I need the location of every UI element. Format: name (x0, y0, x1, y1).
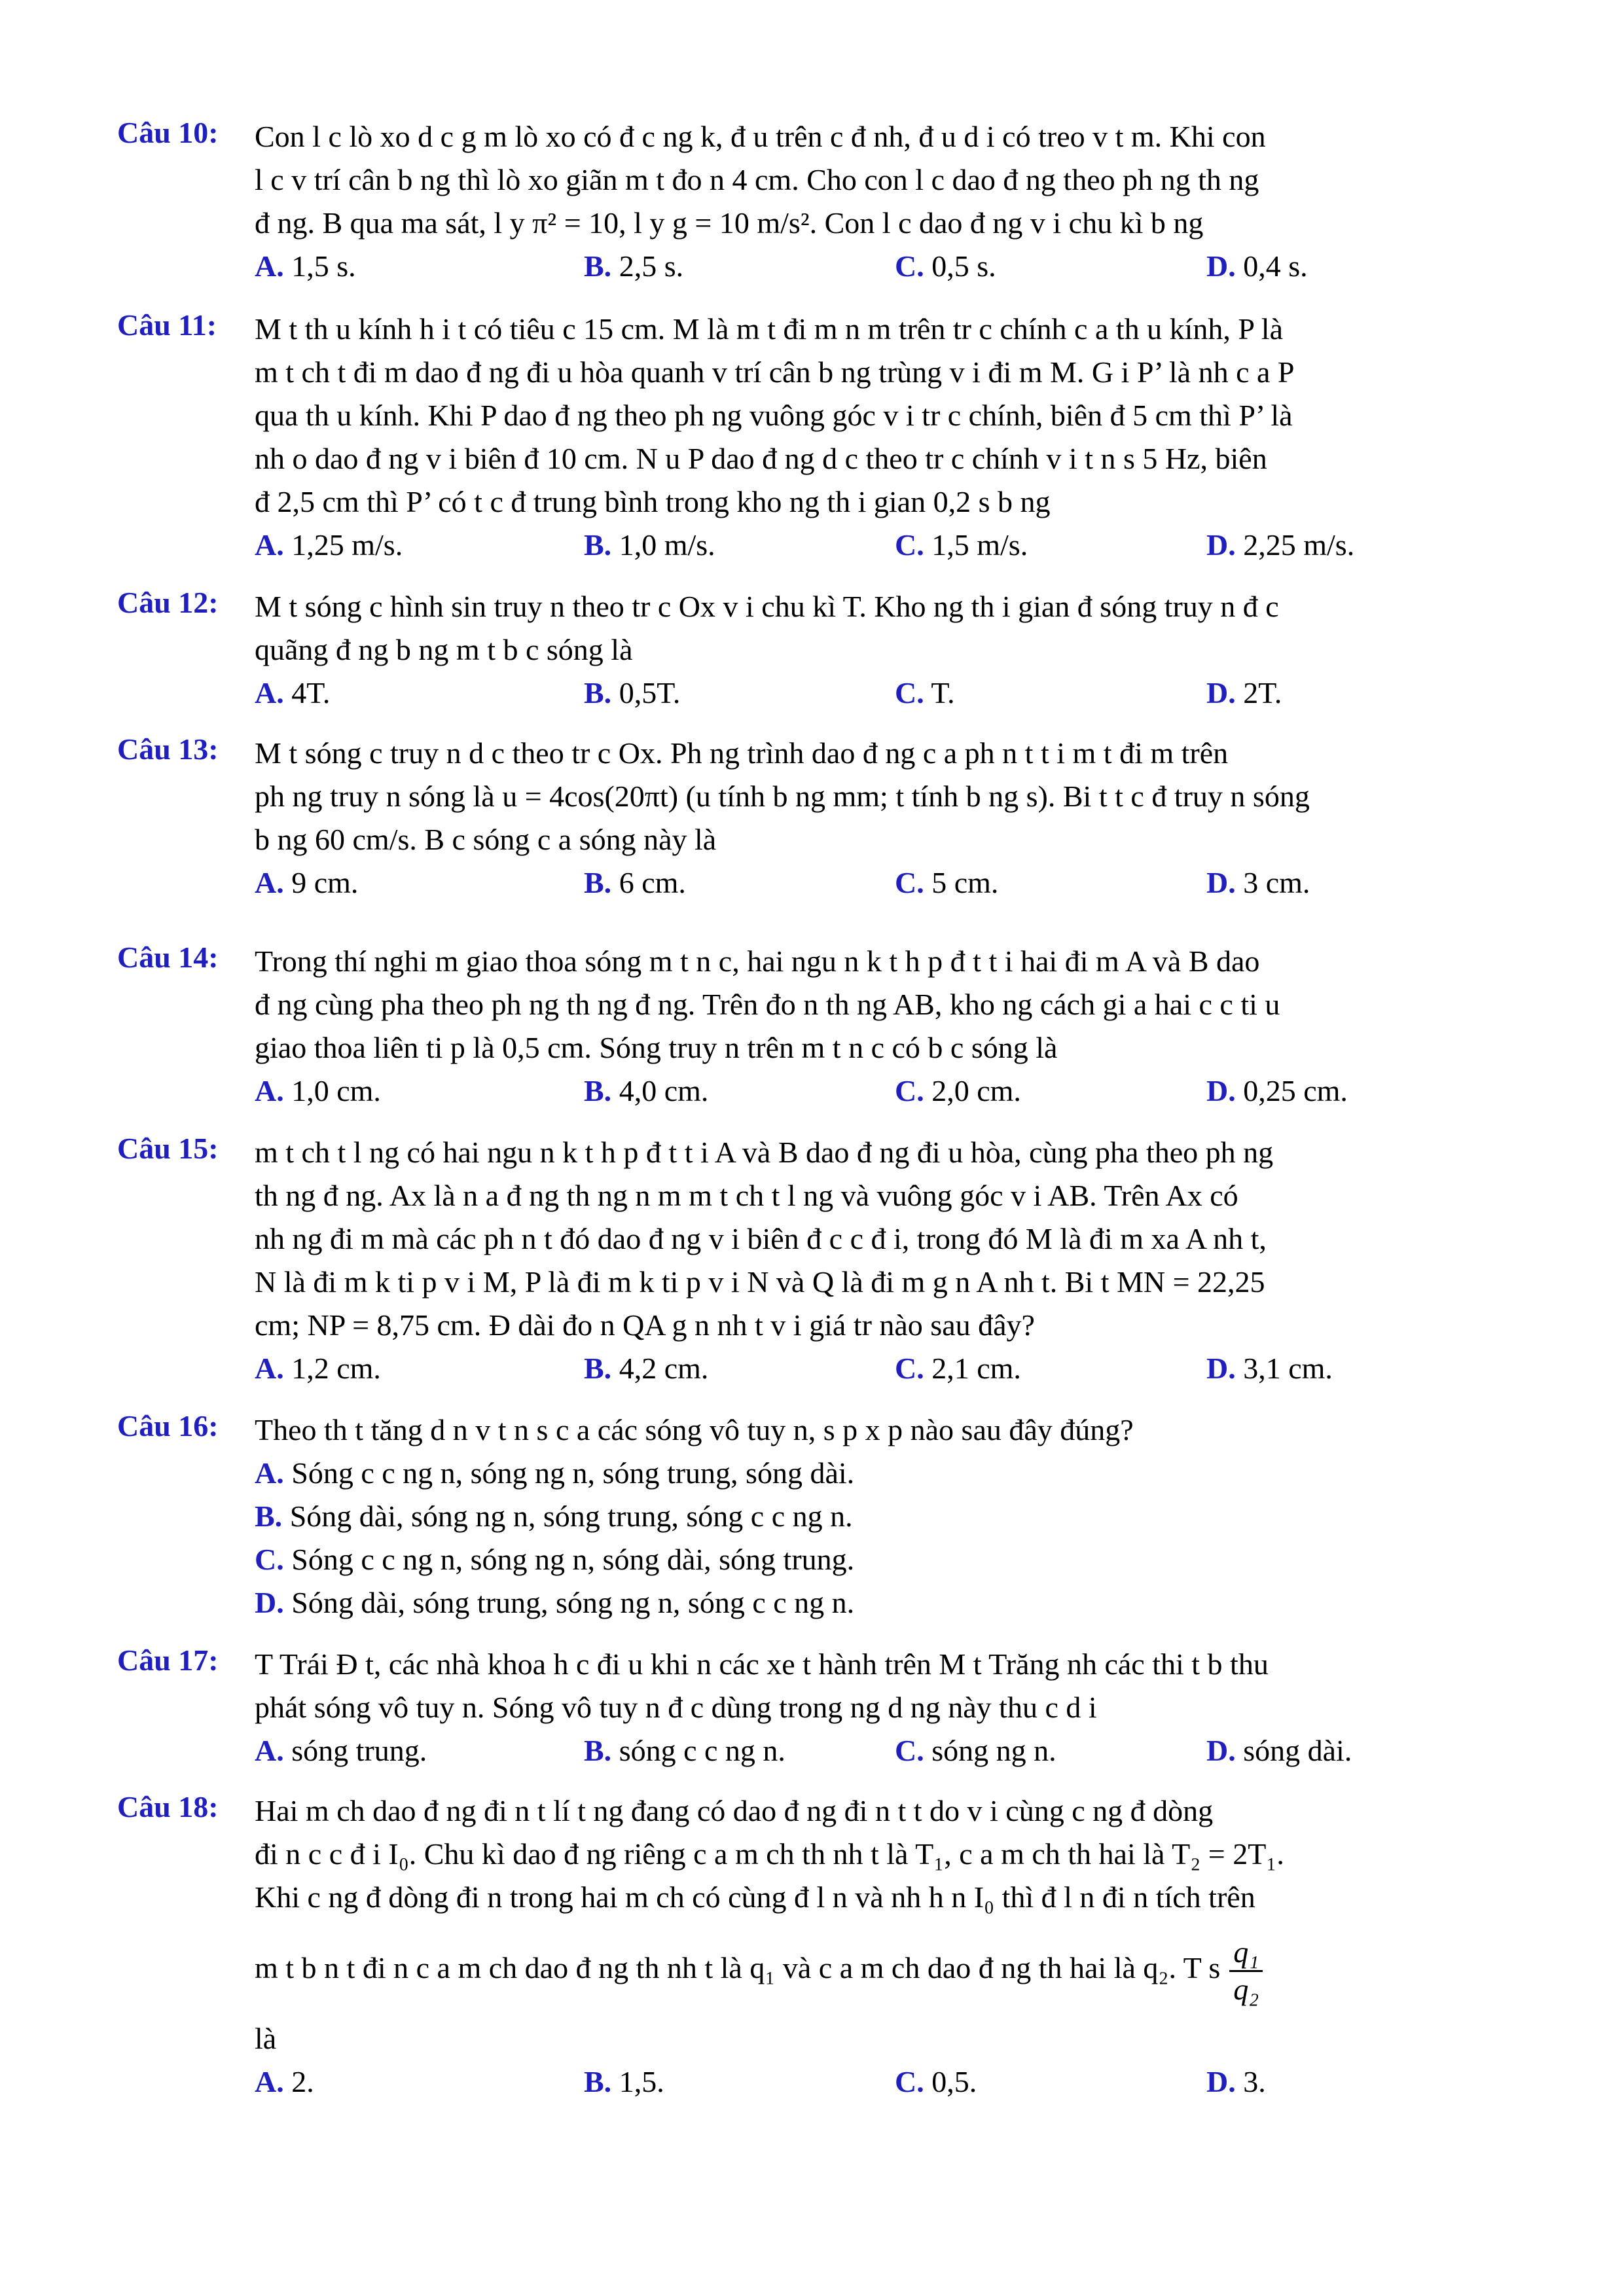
option-text: 6 cm. (619, 866, 686, 899)
question-line: l c v trí cân b ng thì lò xo giãn m t đo n 4 cm. Cho con l c dao đ ng theo ph ng th ng (255, 163, 1259, 196)
option-b[interactable] (584, 1729, 785, 1772)
question-line: Theo th t tăng d n v t n s c a các sóng vô tuy n, s p x p nào sau đây đúng? (255, 1413, 1134, 1446)
option-label: B. (255, 1499, 283, 1533)
option-text: sóng ng n. (931, 1734, 1056, 1767)
option-label: C. (895, 676, 924, 709)
option-label: C. (255, 1543, 284, 1576)
question-number: Câu 17: (117, 1643, 219, 1677)
option-b[interactable] (584, 2060, 664, 2104)
option-d[interactable] (1206, 861, 1310, 905)
question-line: ph ng truy n sóng là u = 4cos(20πt) (u tính b ng mm; t tính b ng s). Bi t t c đ truy n sóng (255, 780, 1310, 813)
question-line: m t ch t đi m dao đ ng đi u hòa quanh v trí cân b ng trùng v i đi m M. G i P’ là nh c a P (255, 355, 1295, 389)
option-label: A. (255, 1074, 284, 1107)
option-text: 4T. (291, 676, 331, 709)
option-c[interactable] (895, 861, 998, 905)
question-line: T Trái Đ t, các nhà khoa h c đi u khi n các xe t hành trên M t Trăng nh các thi t b thu (255, 1647, 1269, 1681)
option-a[interactable] (255, 861, 358, 905)
option-text: 0,25 cm. (1243, 1074, 1348, 1107)
question-line: M t sóng c truy n d c theo tr c Ox. Ph ng trình dao đ ng c a ph n t t i m t đi m trên (255, 736, 1229, 770)
option-text: 3,1 cm. (1243, 1352, 1333, 1385)
option-a[interactable] (255, 2060, 314, 2104)
option-label: C. (895, 2065, 924, 2098)
question-line: giao thoa liên ti p là 0,5 cm. Sóng truy n trên m t n c có b c sóng là (255, 1031, 1058, 1064)
question-line: là (255, 2022, 277, 2055)
option-label: B. (584, 1352, 612, 1385)
option-text: 1,0 cm. (291, 1074, 381, 1107)
option-text: 2T. (1243, 676, 1282, 709)
question-12 (117, 585, 1518, 715)
option-label: B. (584, 528, 612, 562)
option-label: C. (895, 1074, 924, 1107)
option-text: 1,25 m/s. (291, 528, 403, 562)
answer-options (255, 1069, 1518, 1113)
option-b[interactable] (584, 672, 680, 715)
option-label: A. (255, 1456, 284, 1490)
question-text (255, 940, 1518, 1069)
question-text (255, 308, 1518, 524)
fraction-denominator: q₂ (1233, 1972, 1259, 2006)
option-label: A. (255, 1734, 284, 1767)
option-text: 0,4 s. (1243, 249, 1308, 283)
option-c[interactable] (895, 1347, 1021, 1390)
question-number: Câu 11: (117, 308, 217, 342)
option-text: 1,5 s. (291, 249, 356, 283)
option-text: 2. (291, 2065, 314, 2098)
option-label: C. (895, 1352, 924, 1385)
option-d[interactable] (1206, 2060, 1266, 2104)
option-text: 1,5 m/s. (931, 528, 1028, 562)
option-label: B. (584, 676, 612, 709)
option-text: 0,5. (931, 2065, 977, 2098)
question-line: qua th u kính. Khi P dao đ ng theo ph ng vuông góc v i tr c chính, biên đ 5 cm thì P’ là (255, 399, 1293, 432)
option-label: C. (895, 528, 924, 562)
option-label: A. (255, 1352, 284, 1385)
option-label: A. (255, 2065, 284, 2098)
question-line: M t sóng c hình sin truy n theo tr c Ox v i chu kì T. Kho ng th i gian đ sóng truy n đ c (255, 590, 1279, 623)
option-label: C. (895, 1734, 924, 1767)
answer-options (255, 672, 1518, 715)
question-line: Hai m ch dao đ ng đi n t lí t ng đang có dao đ ng đi n t t do v i cùng c ng đ dòng (255, 1794, 1214, 1827)
option-text: 4,2 cm. (619, 1352, 709, 1385)
question-text (255, 1789, 1518, 2060)
option-label: B. (584, 866, 612, 899)
option-text: 2,1 cm. (931, 1352, 1021, 1385)
question-line: Con l c lò xo d c g m lò xo có đ c ng k, đ u trên c đ nh, đ u d i có treo v t m. Khi con (255, 120, 1266, 153)
answer-options (255, 1452, 1518, 1624)
option-c[interactable] (895, 1069, 1021, 1113)
question-line: cm; NP = 8,75 cm. Đ dài đo n QA g n nh t v i giá tr nào sau đây? (255, 1308, 1035, 1342)
option-text: sóng trung. (291, 1734, 427, 1767)
question-11 (117, 308, 1518, 567)
question-line: th ng đ ng. Ax là n a đ ng th ng n m m t ch t l ng và vuông góc v i AB. Trên Ax có (255, 1179, 1238, 1212)
option-b[interactable] (255, 1495, 1518, 1538)
option-label: D. (1206, 1352, 1236, 1385)
option-d[interactable] (1206, 245, 1308, 288)
option-b[interactable] (584, 245, 683, 288)
option-label: B. (584, 249, 612, 283)
question-17 (117, 1643, 1518, 1772)
question-text (255, 1643, 1518, 1729)
option-c[interactable] (255, 1538, 1518, 1581)
question-line: đ 2,5 cm thì P’ có t c đ trung bình trong kho ng th i gian 0,2 s b ng (255, 485, 1051, 518)
answer-options (255, 1729, 1518, 1772)
option-d[interactable] (1206, 1347, 1333, 1390)
option-label: D. (1206, 249, 1236, 283)
question-18 (117, 1789, 1518, 2104)
question-text (255, 732, 1518, 861)
question-line: đ ng. B qua ma sát, l y π² = 10, l y g = 10 m/s². Con l c dao đ ng v i chu kì b ng (255, 206, 1204, 240)
option-text: sóng dài. (1243, 1734, 1352, 1767)
option-label: A. (255, 676, 284, 709)
option-label: A. (255, 528, 284, 562)
option-label: D. (1206, 1074, 1236, 1107)
option-d[interactable] (1206, 524, 1354, 567)
question-line: phát sóng vô tuy n. Sóng vô tuy n đ c dùng trong ng d ng này thu c d i (255, 1691, 1097, 1724)
fraction-numerator: q₁ (1229, 1935, 1263, 1972)
option-text: 2,5 s. (619, 249, 684, 283)
question-number: Câu 15: (117, 1132, 219, 1165)
option-text: 9 cm. (291, 866, 359, 899)
question-line: đi n c c đ i I₀. Chu kì dao đ ng riêng c a m ch th nh t là T₁, c a m ch th hai là T₂ = 2T₁. (255, 1837, 1284, 1871)
option-text: 3. (1243, 2065, 1266, 2098)
answer-options (255, 245, 1518, 288)
option-label: D. (1206, 866, 1236, 899)
option-c[interactable] (895, 1729, 1056, 1772)
question-line-text: m t b n t đi n c a m ch dao đ ng th nh t là q₁ và c a m ch dao đ ng th hai là q₂. T s (255, 1951, 1221, 1984)
option-d[interactable] (1206, 1729, 1352, 1772)
option-a[interactable] (255, 524, 403, 567)
question-line: nh o dao đ ng v i biên đ 10 cm. N u P dao đ ng d c theo tr c chính v i t n s 5 Hz, biên (255, 442, 1267, 475)
question-number: Câu 16: (117, 1409, 219, 1443)
question-number: Câu 14: (117, 941, 219, 974)
option-b[interactable] (584, 1347, 708, 1390)
option-c[interactable] (895, 245, 996, 288)
option-text: T. (931, 676, 955, 709)
question-text (255, 115, 1518, 245)
option-label: D. (1206, 676, 1236, 709)
option-b[interactable] (584, 1069, 708, 1113)
option-c[interactable] (895, 672, 955, 715)
option-d[interactable] (1206, 1069, 1348, 1113)
option-text: 2,25 m/s. (1243, 528, 1355, 562)
question-line: Trong thí nghi m giao thoa sóng m t n c, hai ngu n k t h p đ t t i hai đi m A và B dao (255, 944, 1260, 978)
option-label: A. (255, 866, 284, 899)
question-14 (117, 940, 1518, 1113)
answer-options (255, 2060, 1518, 2104)
question-line (255, 1919, 1518, 2017)
question-line: Khi c ng đ dòng đi n trong hai m ch có cùng đ l n và nh h n I₀ thì đ l n đi n tích trên (255, 1880, 1255, 1914)
question-number: Câu 10: (117, 116, 219, 149)
option-a[interactable] (255, 1347, 381, 1390)
option-a[interactable] (255, 1729, 427, 1772)
option-text: Sóng dài, sóng ng n, sóng trung, sóng c c ng n. (289, 1499, 853, 1533)
answer-options (255, 1347, 1518, 1390)
option-d[interactable] (1206, 672, 1282, 715)
option-label: C. (895, 866, 924, 899)
question-16 (117, 1408, 1518, 1624)
question-line: quãng đ ng b ng m t b c sóng là (255, 633, 633, 666)
option-label: D. (1206, 528, 1236, 562)
question-line: m t ch t l ng có hai ngu n k t h p đ t t i A và B dao đ ng đi u hòa, cùng pha theo ph ng (255, 1136, 1274, 1169)
option-label: B. (584, 1734, 612, 1767)
option-text: sóng c c ng n. (619, 1734, 785, 1767)
question-line: b ng 60 cm/s. B c sóng c a sóng này là (255, 823, 717, 856)
question-13 (117, 732, 1518, 905)
option-label: D. (1206, 1734, 1236, 1767)
question-15 (117, 1131, 1518, 1390)
option-c[interactable] (895, 2060, 977, 2104)
option-d[interactable] (255, 1581, 1518, 1624)
option-text: 1,2 cm. (291, 1352, 381, 1385)
option-text: 4,0 cm. (619, 1074, 709, 1107)
option-label: A. (255, 249, 284, 283)
question-number: Câu 18: (117, 1790, 219, 1823)
ratio-fraction (1229, 1935, 1263, 2007)
answer-options (255, 861, 1518, 905)
option-b[interactable] (584, 861, 686, 905)
option-text: Sóng c c ng n, sóng ng n, sóng trung, sóng dài. (291, 1456, 855, 1490)
question-line: nh ng đi m mà các ph n t đó dao đ ng v i biên đ c c đ i, trong đó M là đi m xa A nh t, (255, 1222, 1267, 1255)
option-label: B. (584, 1074, 612, 1107)
option-text: 1,0 m/s. (619, 528, 715, 562)
question-text (255, 1408, 1518, 1452)
option-a[interactable] (255, 672, 330, 715)
option-label: B. (584, 2065, 612, 2098)
option-a[interactable] (255, 1452, 1518, 1495)
option-text: 0,5 s. (931, 249, 996, 283)
option-text: 1,5. (619, 2065, 664, 2098)
option-a[interactable] (255, 245, 356, 288)
question-line: đ ng cùng pha theo ph ng th ng đ ng. Trên đo n th ng AB, kho ng cách gi a hai c c ti u (255, 988, 1280, 1021)
question-text (255, 1131, 1518, 1347)
question-number: Câu 12: (117, 586, 219, 619)
option-a[interactable] (255, 1069, 381, 1113)
option-text: 2,0 cm. (931, 1074, 1021, 1107)
question-number: Câu 13: (117, 732, 219, 766)
option-c[interactable] (895, 524, 1028, 567)
option-text: Sóng c c ng n, sóng ng n, sóng dài, sóng trung. (291, 1543, 855, 1576)
question-line: N là đi m k ti p v i M, P là đi m k ti p v i N và Q là đi m g n A nh t. Bi t MN = 22,25 (255, 1265, 1265, 1299)
option-text: 5 cm. (931, 866, 999, 899)
question-text (255, 585, 1518, 672)
option-label: D. (1206, 2065, 1236, 2098)
option-label: C. (895, 249, 924, 283)
option-text: 0,5T. (619, 676, 681, 709)
option-label: D. (255, 1586, 284, 1619)
question-10 (117, 115, 1518, 288)
option-text: 3 cm. (1243, 866, 1310, 899)
option-text: Sóng dài, sóng trung, sóng ng n, sóng c c ng n. (291, 1586, 855, 1619)
answer-options (255, 524, 1518, 567)
option-b[interactable] (584, 524, 715, 567)
question-line: M t th u kính h i t có tiêu c 15 cm. M là m t đi m n m trên tr c chính c a th u kính, P là (255, 312, 1284, 346)
